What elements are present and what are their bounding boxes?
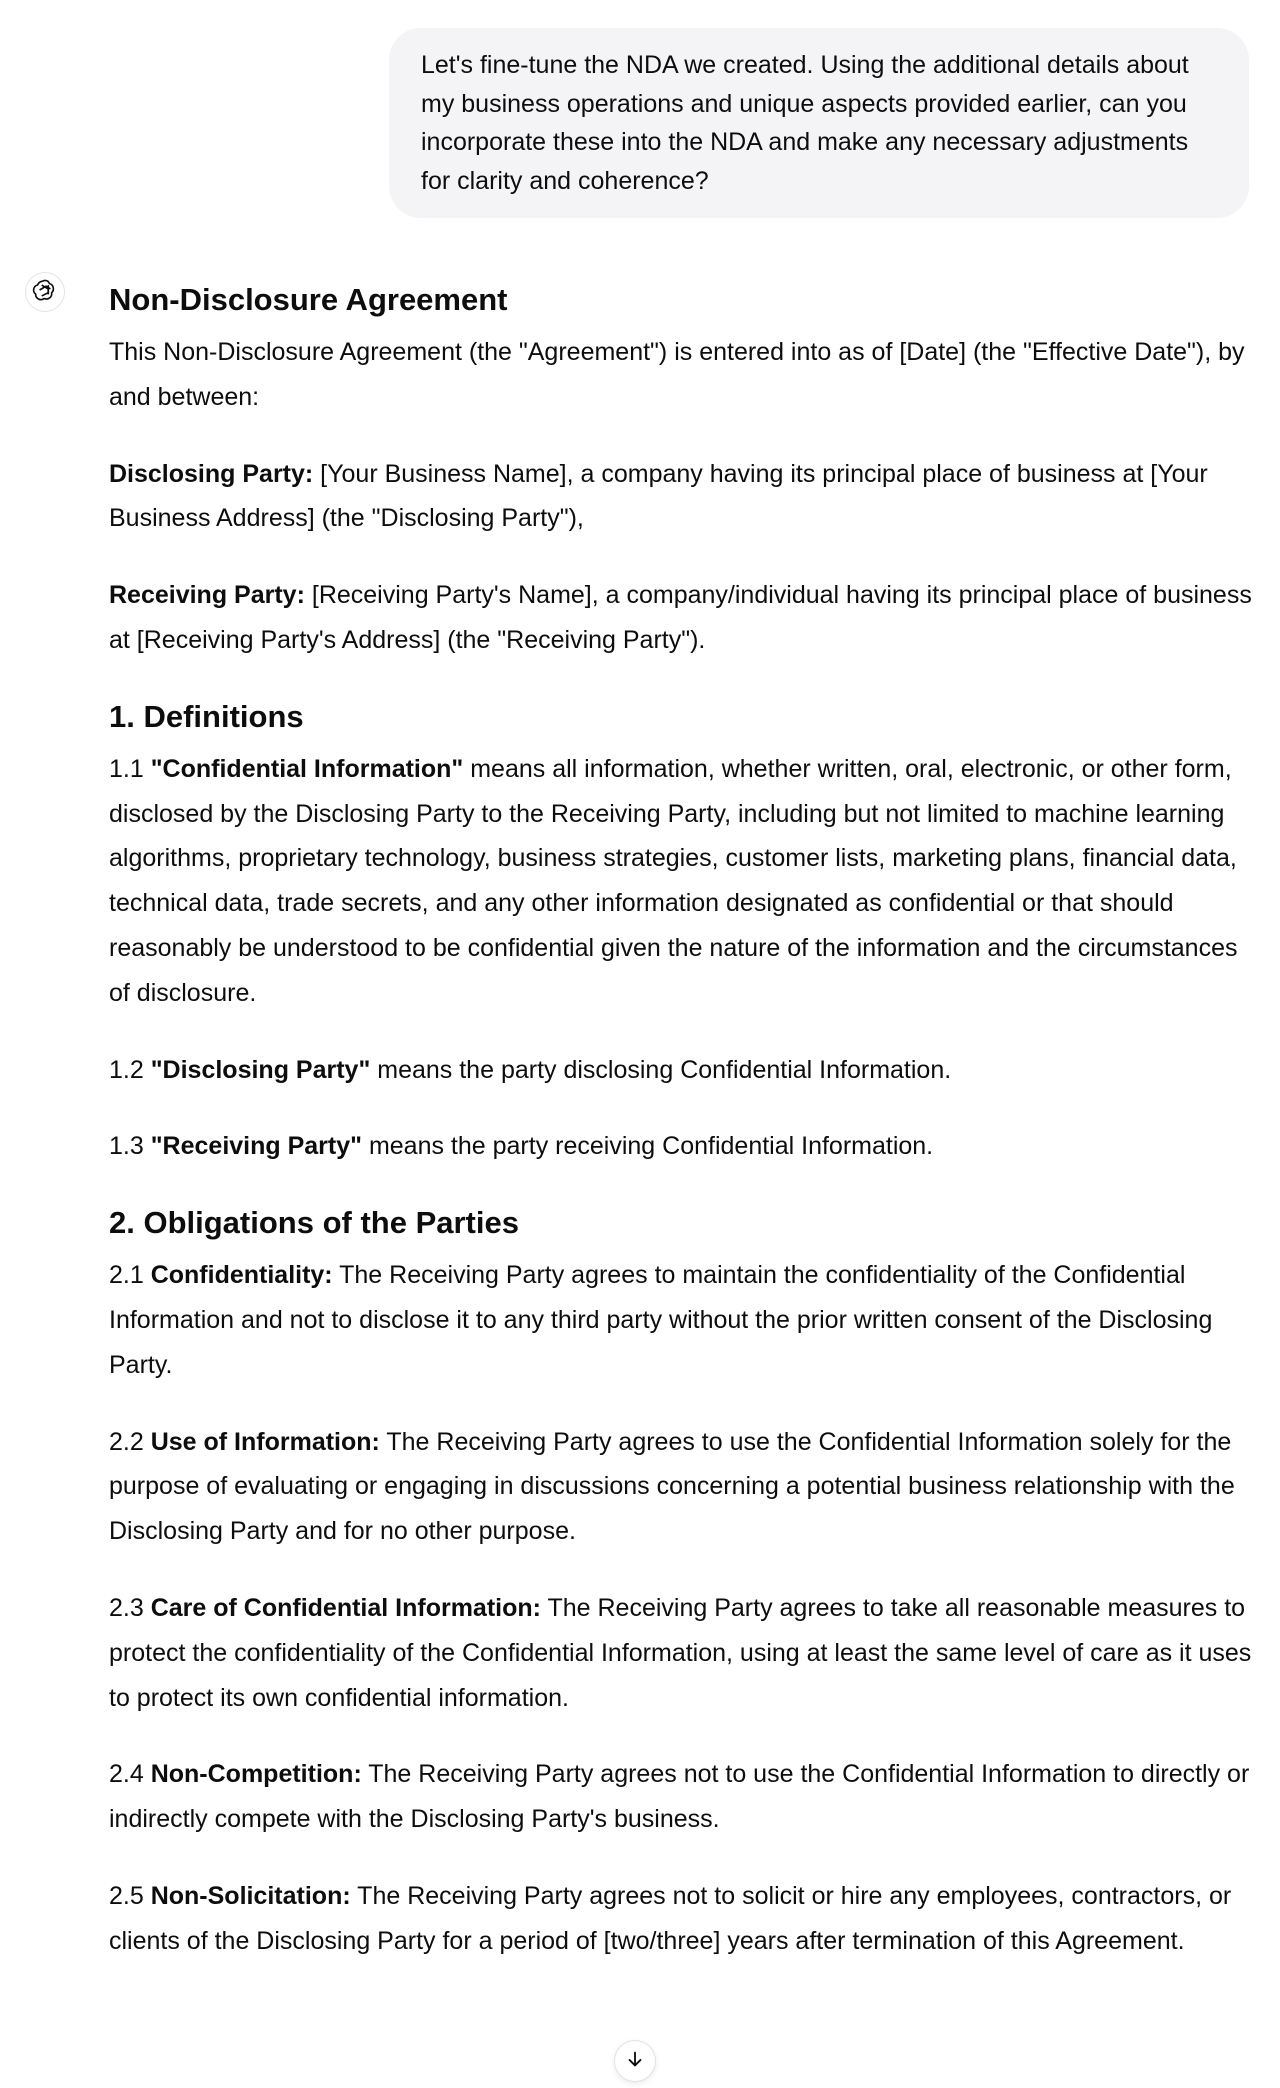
clause-text: The Receiving Party agrees to maintain the confidentiality of the Confidential Information and not to disclose it to any third party without the prior written consent of the Disclosing Party.	[109, 1261, 1213, 1379]
section-heading-definitions: 1. Definitions	[109, 698, 304, 734]
clause-number: 1.3	[109, 1132, 151, 1161]
clause-number: 2.1	[109, 1261, 151, 1290]
assistant-message	[109, 278, 1254, 1996]
clause-term: Confidentiality:	[150, 1261, 333, 1290]
clause-number: 2.3	[109, 1593, 151, 1622]
clause-term: "Confidential Information"	[150, 754, 464, 783]
clause-2-5	[109, 1874, 1254, 1964]
clause-2-1	[109, 1253, 1254, 1387]
document-title: Non-Disclosure Agreement	[109, 282, 508, 317]
clause-term: "Receiving Party"	[150, 1132, 362, 1161]
clause-term: Non-Competition:	[150, 1760, 362, 1789]
receiving-party-text: [Receiving Party's Name], a company/individual having its principal place of business at [Receiving Party's Address] (the "Receiving Party").	[109, 581, 1252, 654]
clause-number: 2.4	[109, 1760, 151, 1789]
clause-text: means the party disclosing Confidential Information.	[370, 1055, 952, 1084]
clause-number: 2.2	[109, 1427, 151, 1456]
clause-term: "Disclosing Party"	[150, 1055, 371, 1084]
clause-1-1	[109, 747, 1254, 1016]
clause-term: Care of Confidential Information:	[150, 1593, 541, 1622]
assistant-avatar	[25, 272, 65, 312]
clause-number: 2.5	[109, 1881, 151, 1910]
disclosing-party-text: [Your Business Name], a company having its principal place of business at [Your Business Address] (the "Disclosing Party"),	[109, 459, 1208, 533]
intro-paragraph: This Non-Disclosure Agreement (the "Agreement") is entered into as of [Date] (the "Effective Date"), by and between:	[109, 338, 1245, 411]
receiving-party-label: Receiving Party:	[109, 581, 305, 610]
scroll-to-bottom-button[interactable]	[614, 2040, 656, 2082]
disclosing-party-label: Disclosing Party:	[109, 459, 314, 488]
section-heading-obligations: 2. Obligations of the Parties	[109, 1205, 519, 1241]
clause-number: 1.2	[109, 1055, 151, 1084]
user-message-bubble	[389, 28, 1249, 218]
disclosing-party-paragraph	[109, 452, 1254, 542]
clause-text: means all information, whether written, oral, electronic, or other form, disclosed by the Disclosing Party to the Receiving Party, including but not limited to machine learning algorithms, proprietary technology, business strategies, customer lists, marketing plans, financial data, technical data, trade secrets, and any other information designated as confidential or that should reasonably be understood to be confidential given the nature of the information and the circumstances of disclosure.	[109, 754, 1238, 1007]
clause-text: means the party receiving Confidential Information.	[362, 1132, 934, 1161]
clause-number: 1.1	[109, 754, 151, 783]
receiving-party-paragraph	[109, 573, 1254, 663]
clause-text: The Receiving Party agrees not to solicit or hire any employees, contractors, or clients of the Disclosing Party for a period of [two/three] years after termination of this Agreement.	[109, 1881, 1232, 1955]
clause-2-2	[109, 1420, 1254, 1554]
user-message-text: Let's fine-tune the NDA we created. Using the additional details about my business operations and unique aspects provided earlier, can you incorporate these into the NDA and make any necessary adjustments for clarity and coherence?	[421, 51, 1189, 195]
clause-text: The Receiving Party agrees not to use the Confidential Information to directly or indirectly compete with the Disclosing Party's business.	[109, 1760, 1250, 1834]
clause-text: The Receiving Party agrees to use the Confidential Information solely for the purpose of evaluating or engaging in discussions concerning a potential business relationship with the Disclosing Party and for no other purpose.	[109, 1427, 1235, 1546]
clause-2-3	[109, 1586, 1254, 1720]
clause-text: The Receiving Party agrees to take all reasonable measures to protect the confidentiality of the Confidential Information, using at least the same level of care as it uses to protect its own confidential information.	[109, 1593, 1252, 1712]
clause-term: Non-Solicitation:	[150, 1881, 351, 1910]
clause-1-3	[109, 1124, 1254, 1169]
clause-2-4	[109, 1752, 1254, 1842]
clause-term: Use of Information:	[150, 1427, 380, 1456]
clause-1-2	[109, 1048, 1254, 1093]
openai-logo-icon	[32, 277, 58, 308]
arrow-down-icon	[624, 2048, 646, 2075]
